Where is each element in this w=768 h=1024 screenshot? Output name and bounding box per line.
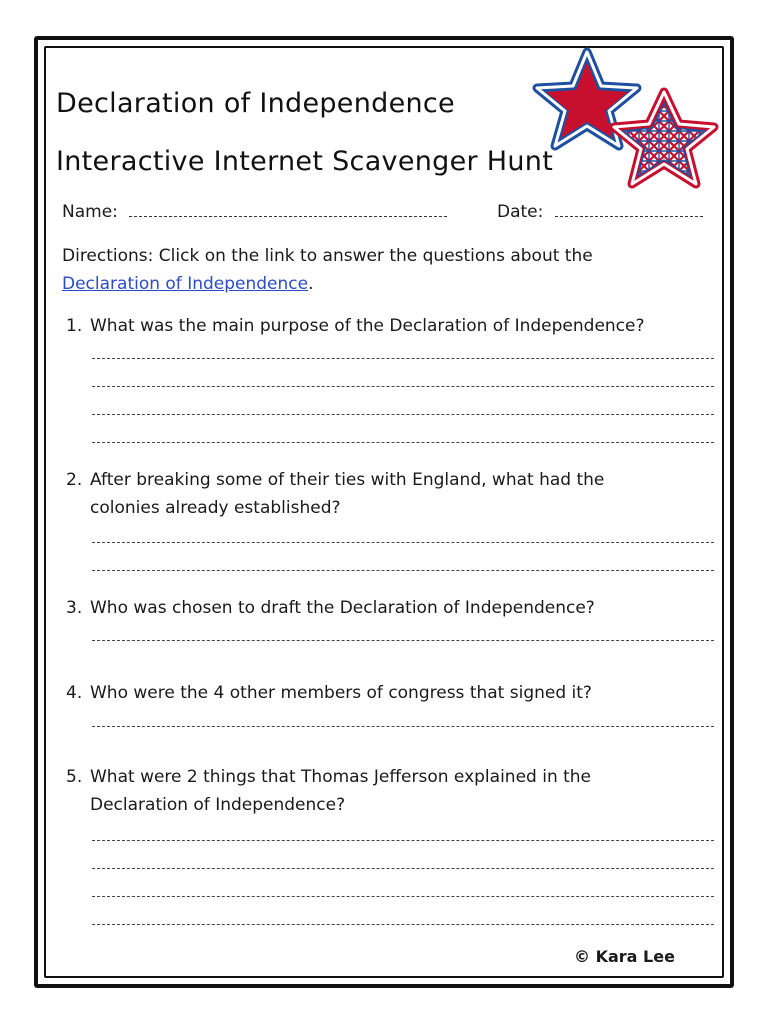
date-label: Date: [497,202,544,222]
question-number: 3. [66,598,83,618]
question-1 [66,312,645,340]
question-text-continued: Declaration of Independence? [90,795,346,815]
answer-line[interactable] [92,924,714,925]
question-number: 2. [66,470,83,490]
page-subtitle: Interactive Internet Scavenger Hunt [56,146,554,177]
directions-text: Directions: Click on the link to answer the questions about the [62,246,593,266]
answer-line[interactable] [92,640,714,641]
answer-line[interactable] [92,840,714,841]
question-number: 5. [66,767,83,787]
answer-line[interactable] [92,570,714,571]
stars-decoration [524,46,724,196]
name-label: Name: [62,202,118,222]
question-number: 1. [66,316,83,336]
name-blank[interactable] [129,202,447,217]
directions-period: . [308,274,314,294]
date-blank[interactable] [555,202,703,217]
answer-line[interactable] [92,868,714,869]
directions [62,242,593,298]
question-number: 4. [66,683,83,703]
question-text: What was the main purpose of the Declaration of Independence? [90,316,645,336]
question-5 [66,763,591,819]
question-text: Who were the 4 other members of congress that signed it? [90,683,592,703]
question-4 [66,679,592,707]
question-text-continued: colonies already established? [90,498,341,518]
question-text: After breaking some of their ties with England, what had the [90,470,605,490]
answer-line[interactable] [92,542,714,543]
date-field[interactable] [497,202,703,222]
patterned-star-icon [614,92,714,184]
answer-line[interactable] [92,896,714,897]
name-field[interactable] [62,202,447,222]
answer-line[interactable] [92,386,714,387]
declaration-link[interactable]: Declaration of Independence [62,274,309,294]
copyright-notice: © Kara Lee [574,947,675,966]
answer-line[interactable] [92,358,714,359]
page-title: Declaration of Independence [56,88,455,119]
answer-line[interactable] [92,442,714,443]
answer-line[interactable] [92,414,714,415]
question-2 [66,466,604,522]
question-text: What were 2 things that Thomas Jefferson explained in the [90,767,592,787]
question-text: Who was chosen to draft the Declaration of Independence? [90,598,595,618]
answer-line[interactable] [92,726,714,727]
question-3 [66,594,595,622]
